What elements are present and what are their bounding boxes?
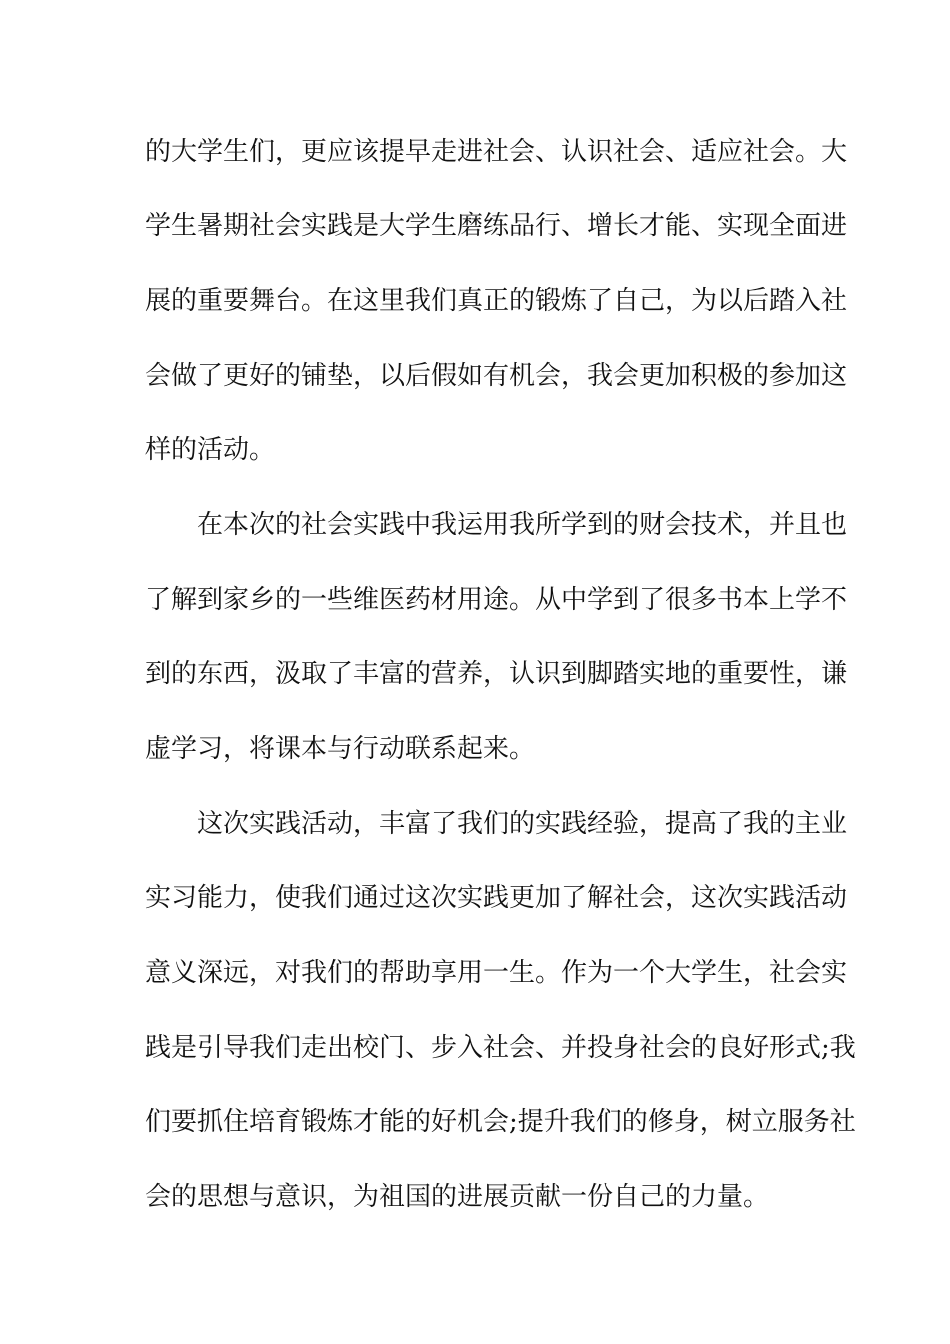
text-line: 这次实践活动，丰富了我们的实践经验，提高了我的主业 xyxy=(145,809,848,839)
text-line: 们要抓住培育锻炼才能的好机会;提升我们的修身，树立服务社 xyxy=(145,1107,856,1137)
text-line: 会的思想与意识，为祖国的进展贡献一份自己的力量。 xyxy=(145,1182,770,1212)
text-line: 意义深远，对我们的帮助享用一生。作为一个大学生，社会实 xyxy=(145,958,848,988)
text-line: 学生暑期社会实践是大学生磨练品行、增长才能、实现全面进 xyxy=(145,211,848,241)
text-line: 到的东西，汲取了丰富的营养，认识到脚踏实地的重要性，谦 xyxy=(145,659,848,689)
text-line: 会做了更好的铺垫，以后假如有机会，我会更加积极的参加这 xyxy=(145,361,848,391)
text-line: 样的活动。 xyxy=(145,435,276,465)
text-line: 了解到家乡的一些维医药材用途。从中学到了很多书本上学不 xyxy=(145,585,848,615)
text-line: 虚学习，将课本与行动联系起来。 xyxy=(145,734,536,764)
text-line: 的大学生们，更应该提早走进社会、认识社会、适应社会。大 xyxy=(145,137,848,167)
text-line: 践是引导我们走出校门、步入社会、并投身社会的良好形式;我 xyxy=(145,1033,856,1063)
text-line: 展的重要舞台。在这里我们真正的锻炼了自己，为以后踏入社 xyxy=(145,286,848,316)
text-line: 实习能力，使我们通过这次实践更加了解社会，这次实践活动 xyxy=(145,883,848,913)
text-line: 在本次的社会实践中我运用我所学到的财会技术，并且也 xyxy=(145,510,848,540)
